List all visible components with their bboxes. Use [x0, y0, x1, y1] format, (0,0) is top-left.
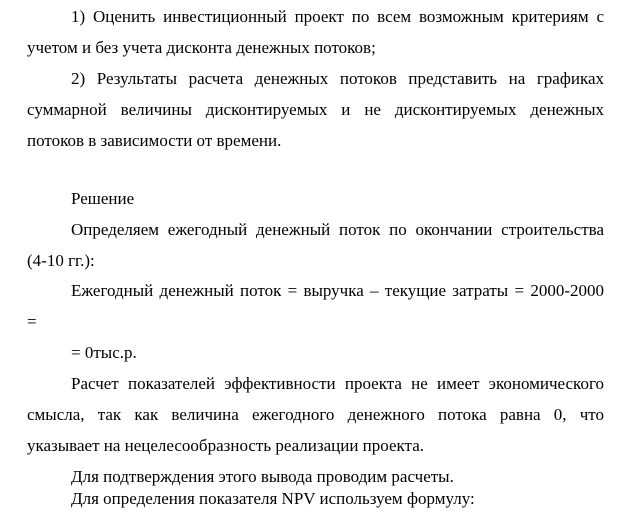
- npv-formula-intro: Для определения показателя NPV используем формулу:: [71, 489, 475, 508]
- conclusion-second-line: смысла, так как величина ежегодного денежного потока равна 0, что: [27, 405, 604, 424]
- task-1-second-line: учетом и без учета дисконта денежных потоков;: [27, 38, 376, 57]
- formula-equals-sign: =: [27, 312, 37, 331]
- annual-cash-flow-first-line: Определяем ежегодный денежный поток по окончании строительства: [71, 220, 604, 239]
- task-2-first-line: 2) Результаты расчета денежных потоков представить на графиках: [71, 69, 604, 88]
- task-2-third-line: потоков в зависимости от времени.: [27, 131, 282, 150]
- task-1-first-line: 1) Оценить инвестиционный проект по всем возможным критериям с: [71, 7, 604, 26]
- conclusion-third-line: указывает на нецелесообразность реализации проекта.: [27, 436, 424, 455]
- formula-result: = 0тыс.р.: [71, 343, 137, 362]
- formula-first-line: Ежегодный денежный поток = выручка – текущие затраты = 2000-2000: [71, 281, 604, 300]
- task-2-second-line: суммарной величины дисконтируемых и не дисконтируемых денежных: [27, 100, 604, 119]
- conclusion-first-line: Расчет показателей эффективности проекта не имеет экономического: [71, 374, 604, 393]
- solution-heading: Решение: [71, 189, 135, 208]
- verification-sentence: Для подтверждения этого вывода проводим расчеты.: [71, 467, 454, 486]
- annual-cash-flow-second-line: (4-10 гг.):: [27, 251, 95, 270]
